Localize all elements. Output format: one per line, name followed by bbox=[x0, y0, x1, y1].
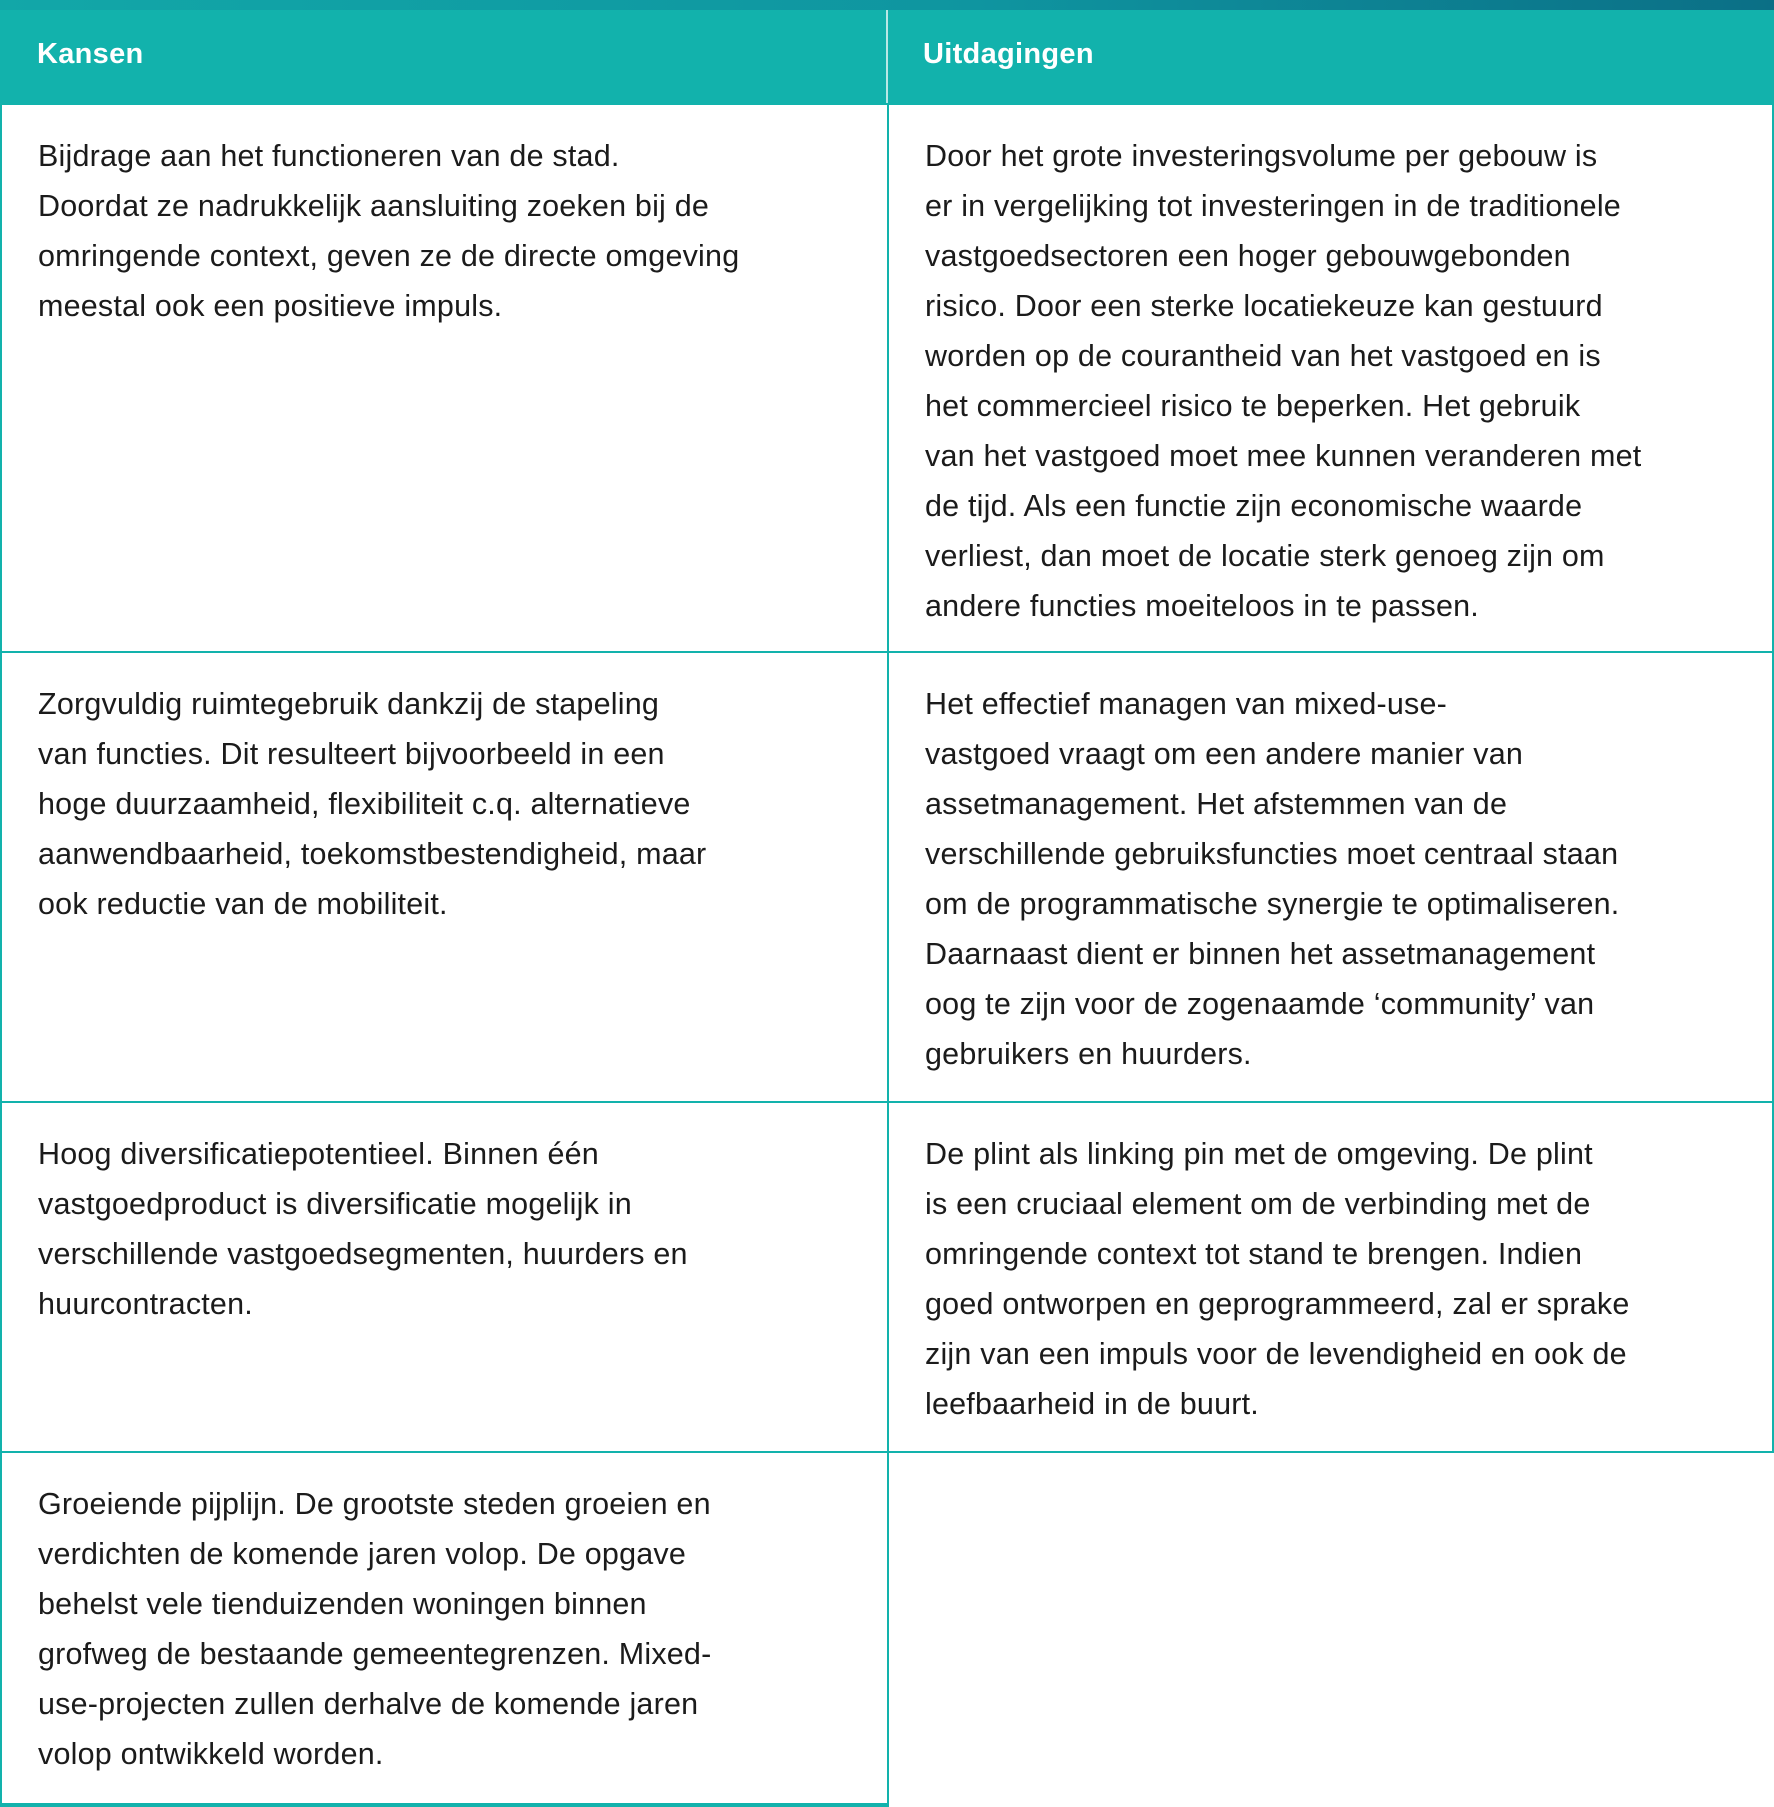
top-accent-band bbox=[0, 0, 1774, 10]
table-cell-kansen-3 bbox=[0, 1101, 889, 1453]
kansen-text-1: Bijdrage aan het functioneren van de stad. Doordat ze nadrukkelijk aansluiting zoeken bij de omringende context, geven ze de directe omgeving meestal ook een positieve impuls. bbox=[38, 139, 740, 323]
uitdagingen-text-1: Door het grote investeringsvolume per gebouw is er in vergelijking tot investeringen in de traditionele vastgoedsectoren een hoger gebouwgebonden risico. Door een sterke locatiekeuze kan gestuurd worden op de courantheid van het vastgoed en is het commercieel risico te beperken. Het gebruik van het vastgoed moet mee kunnen veranderen met de tijd. Als een functie zijn economische waarde verliest, dan moet de locatie sterk genoeg zijn om andere functies moeiteloos in te passen. bbox=[925, 139, 1642, 623]
header-uitdagingen-label: Uitdagingen bbox=[923, 38, 1094, 70]
header-kansen-label: Kansen bbox=[37, 38, 144, 70]
header-uitdagingen bbox=[887, 10, 1774, 103]
table-cell-kansen-2 bbox=[0, 651, 889, 1103]
table-cell-kansen-1 bbox=[0, 103, 889, 653]
uitdagingen-text-3: De plint als linking pin met de omgeving. De plint is een cruciaal element om de verbinding met de omringende context tot stand te brengen. Indien goed ontworpen en geprogrammeerd, zal er sprake zijn van een impuls voor de levendigheid en ook de leefbaarheid in de buurt. bbox=[925, 1137, 1630, 1421]
kansen-text-3: Hoog diversificatiepotentieel. Binnen één vastgoedproduct is diversificatie mogelijk in verschillende vastgoedsegmenten, huurders en huurcontracten. bbox=[38, 1137, 688, 1321]
table-cell-uitdagingen-2 bbox=[887, 651, 1774, 1103]
table-cell-uitdagingen-3 bbox=[887, 1101, 1774, 1453]
table-cell-kansen-4 bbox=[0, 1451, 889, 1806]
uitdagingen-text-2: Het effectief managen van mixed-use- vastgoed vraagt om een andere manier van assetmanagement. Het afstemmen van de verschillende gebruiksfuncties moet centraal staan om de programmatische synergie te optimaliseren. Daarnaast dient er binnen het assetmanagement oog te zijn voor de zogenaamde ‘community’ van gebruikers en huurders. bbox=[925, 687, 1620, 1071]
header-divider bbox=[886, 10, 888, 103]
kansen-text-4: Groeiende pijplijn. De grootste steden groeien en verdichten de komende jaren volop. De opgave behelst vele tienduizenden woningen binnen grofweg de bestaande gemeentegrenzen. Mixed- use-projecten zullen derhalve de komende jaren volop ontwikkeld worden. bbox=[38, 1487, 712, 1771]
table-cell-uitdagingen-1 bbox=[887, 103, 1774, 653]
kansen-text-2: Zorgvuldig ruimtegebruik dankzij de stapeling van functies. Dit resulteert bijvoorbeeld in een hoge duurzaamheid, flexibiliteit c.q. alternatieve aanwendbaarheid, toekomstbestendigheid, maar ook reductie van de mobiliteit. bbox=[38, 687, 707, 921]
header-kansen bbox=[0, 10, 887, 103]
bottom-rule bbox=[0, 1803, 889, 1807]
